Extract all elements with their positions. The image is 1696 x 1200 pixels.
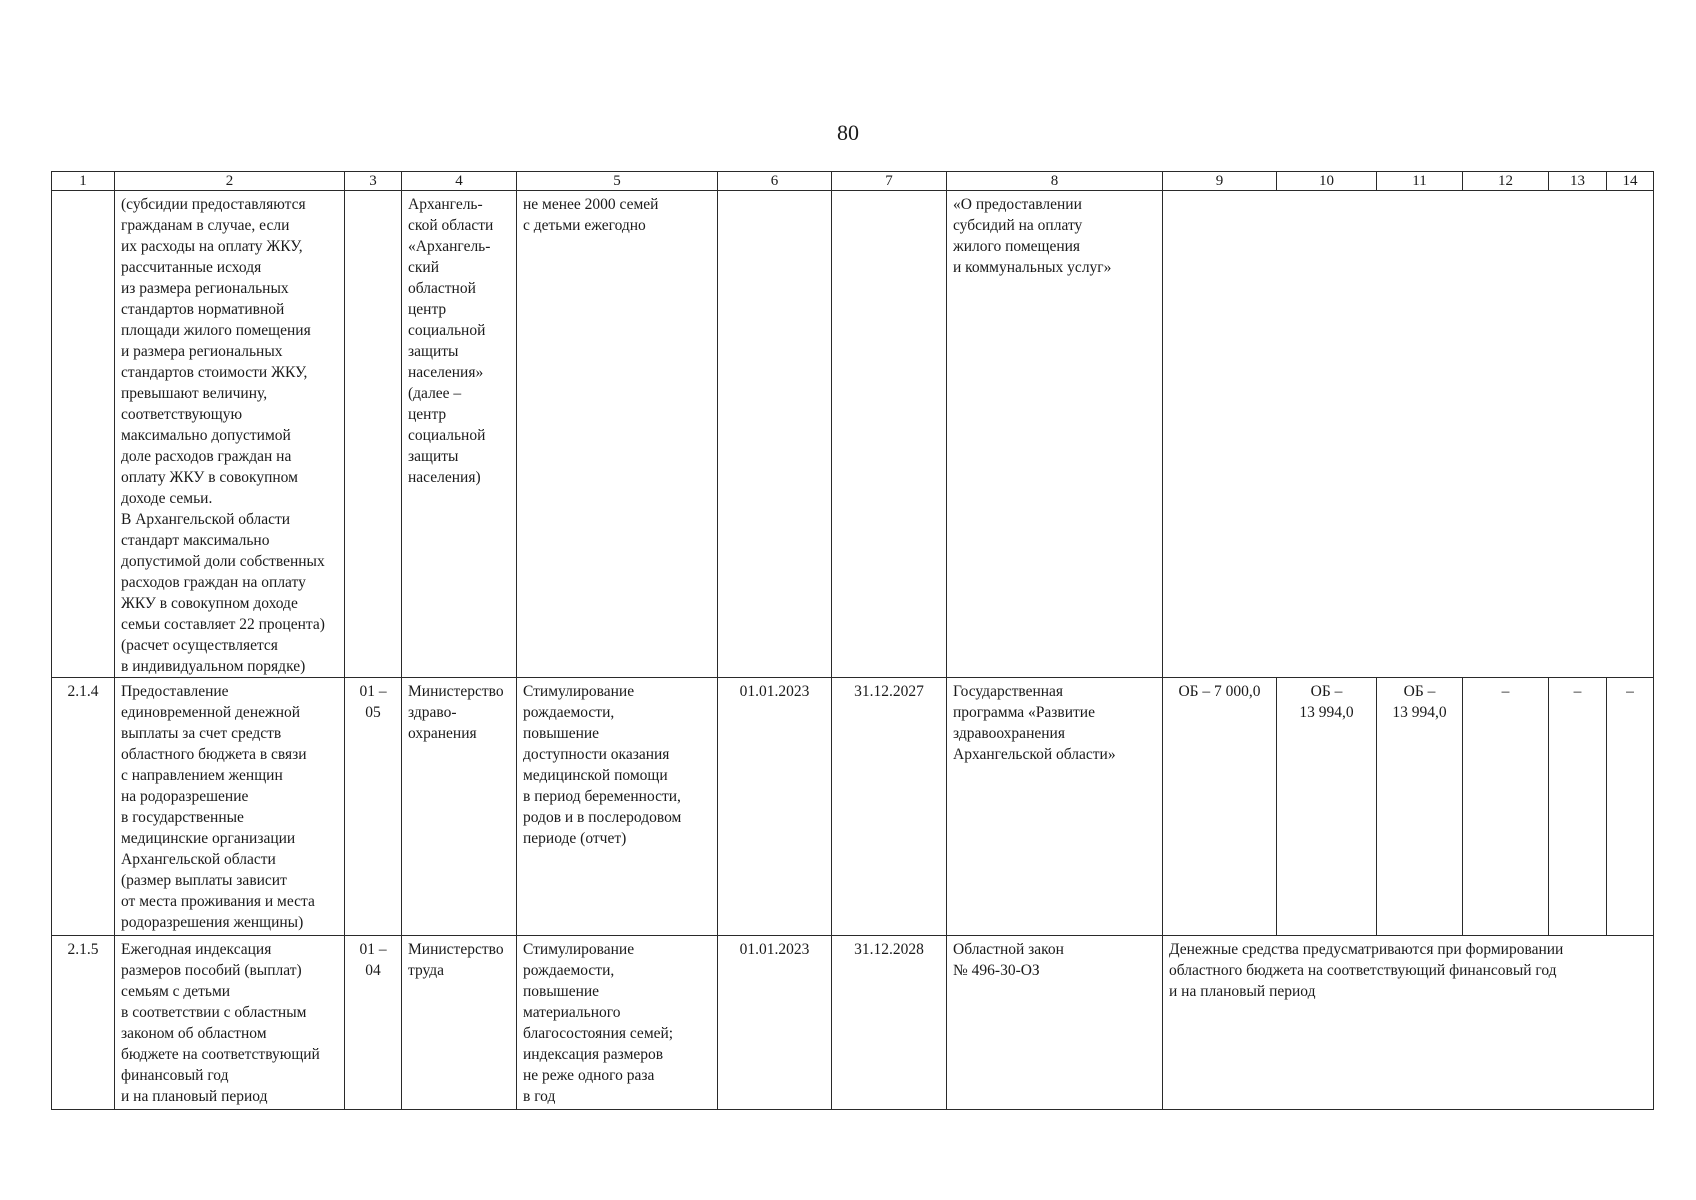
row-number-cell: 2.1.4 [52, 678, 115, 936]
period-cell [345, 191, 402, 678]
table-row [52, 678, 1654, 936]
header-cell: 12 [1463, 172, 1549, 191]
basis-cell: Государственная программа «Развитие здравоохранения Архангельской области» [947, 678, 1163, 936]
start-date-cell: 01.01.2023 [718, 678, 832, 936]
row-number-cell [52, 191, 115, 678]
end-date-cell [832, 191, 947, 678]
end-date-cell: 31.12.2028 [832, 936, 947, 1110]
funding-cell: – [1463, 678, 1549, 936]
header-cell: 11 [1377, 172, 1463, 191]
header-cell: 13 [1549, 172, 1607, 191]
measures-table [51, 171, 1654, 1110]
start-date-cell: 01.01.2023 [718, 936, 832, 1110]
expected-result-cell: не менее 2000 семей с детьми ежегодно [517, 191, 718, 678]
funding-cell: ОБ – 7 000,0 [1163, 678, 1277, 936]
expected-result-cell: Стимулирование рождаемости, повышение доступности оказания медицинской помощи в период беременности, родов и в послеродовом периоде (отчет) [517, 678, 718, 936]
header-cell: 9 [1163, 172, 1277, 191]
funding-cell: – [1607, 678, 1654, 936]
executor-cell: Министерство труда [402, 936, 517, 1110]
start-date-cell [718, 191, 832, 678]
funding-note-cell: Денежные средства предусматриваются при формировании областного бюджета на соответствующий финансовый год и на плановый период [1163, 936, 1654, 1110]
measure-description-cell: (субсидии предоставляются гражданам в случае, если их расходы на оплату ЖКУ, рассчитанные исходя из размера региональных стандартов нормативной площади жилого помещения и размера региональных стандартов стоимости ЖКУ, превышают величину, соответствующую максимально допустимой доле расходов граждан на оплату ЖКУ в совокупном доходе семьи. В Архангельской области стандарт максимально допустимой доли собственных расходов граждан на оплату ЖКУ в совокупном доходе семьи составляет 22 процента) (расчет осуществляется в индивидуальном порядке) [115, 191, 345, 678]
basis-cell: «О предоставлении субсидий на оплату жилого помещения и коммунальных услуг» [947, 191, 1163, 678]
expected-result-cell: Стимулирование рождаемости, повышение материального благосостояния семей; индексация размеров не реже одного раза в год [517, 936, 718, 1110]
funding-cell: ОБ – 13 994,0 [1277, 678, 1377, 936]
header-cell: 4 [402, 172, 517, 191]
funding-cell: – [1549, 678, 1607, 936]
table-row [52, 936, 1654, 1110]
measure-description-cell: Ежегодная индексация размеров пособий (выплат) семьям с детьми в соответствии с областным законом об областном бюджете на соответствующий финансовый год и на плановый период [115, 936, 345, 1110]
header-cell: 3 [345, 172, 402, 191]
header-cell: 5 [517, 172, 718, 191]
table-row [52, 191, 1654, 678]
header-cell: 14 [1607, 172, 1654, 191]
header-row [52, 172, 1654, 191]
header-cell: 8 [947, 172, 1163, 191]
executor-cell: Министерство здраво- охранения [402, 678, 517, 936]
measure-description-cell: Предоставление единовременной денежной выплаты за счет средств областного бюджета в связи с направлением женщин на родоразрешение в государственные медицинские организации Архангельской области (размер выплаты зависит от места проживания и места родоразрешения женщины) [115, 678, 345, 936]
header-cell: 1 [52, 172, 115, 191]
header-cell: 6 [718, 172, 832, 191]
basis-cell: Областной закон № 496-30-ОЗ [947, 936, 1163, 1110]
page-number: 80 [837, 120, 859, 145]
executor-cell: Архангель- ской области «Архангель- ский областной центр социальной защиты населения» (далее – центр социальной защиты населения) [402, 191, 517, 678]
row-number-cell: 2.1.5 [52, 936, 115, 1110]
header-cell: 2 [115, 172, 345, 191]
funding-cell [1163, 191, 1654, 678]
funding-cell: ОБ – 13 994,0 [1377, 678, 1463, 936]
end-date-cell: 31.12.2027 [832, 678, 947, 936]
header-cell: 7 [832, 172, 947, 191]
header-cell: 10 [1277, 172, 1377, 191]
period-cell: 01 – 04 [345, 936, 402, 1110]
period-cell: 01 – 05 [345, 678, 402, 936]
